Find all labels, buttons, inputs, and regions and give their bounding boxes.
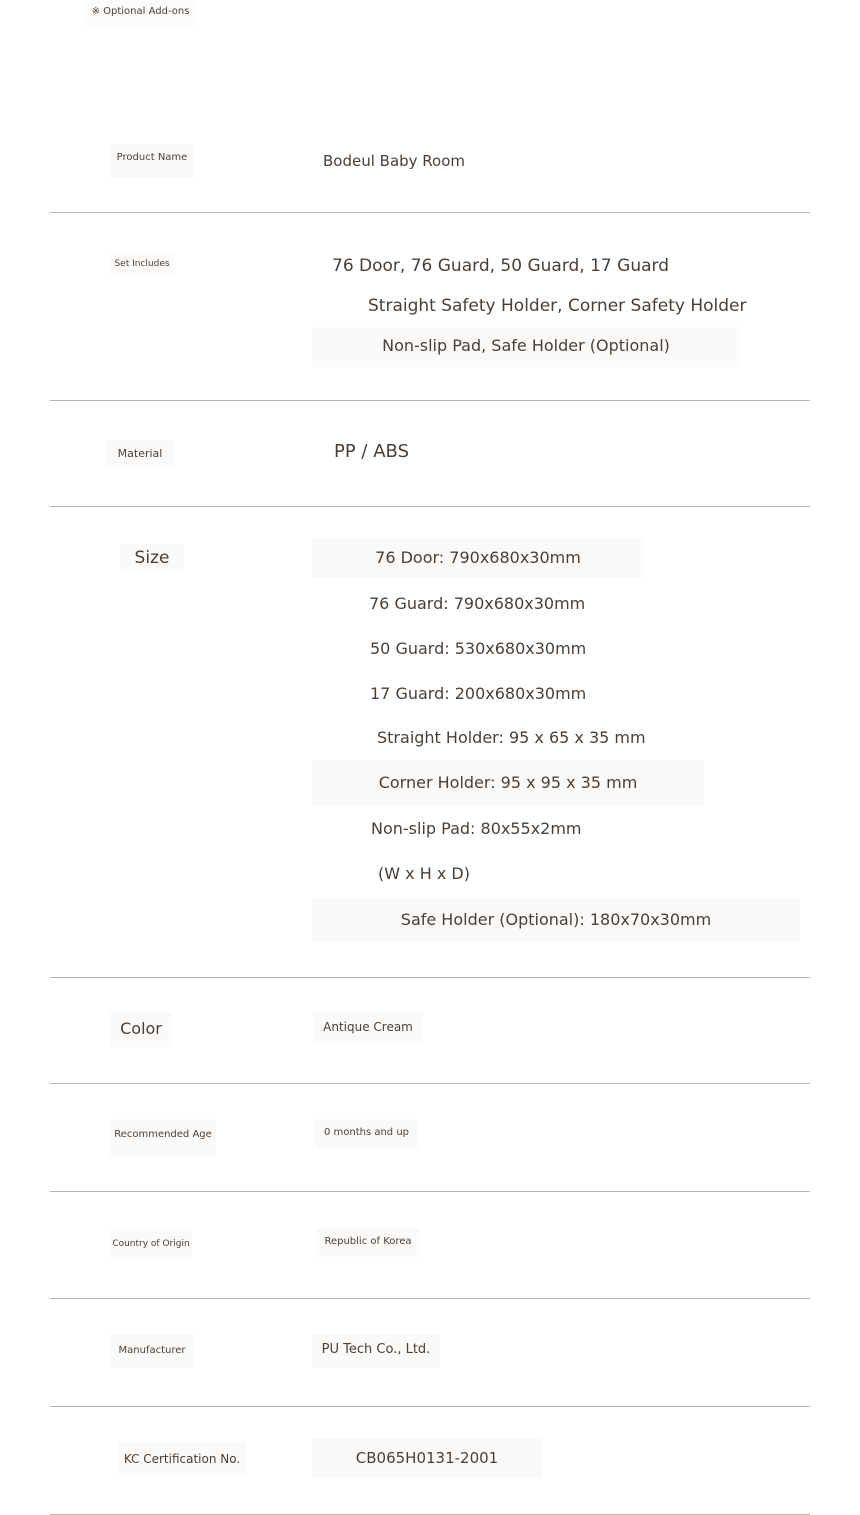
spec-label-color: Color [110, 1011, 172, 1047]
spec-label-product-name: Product Name [110, 144, 194, 178]
set-includes-line: 76 Door, 76 Guard, 50 Guard, 17 Guard [332, 256, 669, 276]
size-line: Non-slip Pad: 80x55x2mm [371, 819, 582, 838]
size-line: Safe Holder (Optional): 180x70x30mm [312, 898, 800, 942]
spec-row-recommended-age [50, 1083, 810, 1192]
spec-label-set-includes: Set Includes [110, 252, 174, 276]
size-line: Corner Holder: 95 x 95 x 35 mm [312, 760, 704, 806]
spec-row-manufacturer [50, 1298, 810, 1407]
spec-row-product-name [50, 106, 810, 213]
spec-row-kc-certification [50, 1406, 810, 1515]
size-line: 76 Door: 790x680x30mm [312, 538, 644, 578]
spec-row-set-includes [50, 212, 810, 401]
spec-label-manufacturer: Manufacturer [110, 1334, 194, 1368]
spec-value-material: PP / ABS [334, 441, 409, 462]
spec-value-recommended-age: 0 months and up [315, 1119, 418, 1149]
spec-value-product-name: Bodeul Baby Room [323, 152, 466, 170]
optional-addons-note: ※ Optional Add-ons [83, 0, 198, 26]
spec-value-country-of-origin: Republic of Korea [316, 1227, 420, 1257]
spec-label-recommended-age: Recommended Age [110, 1119, 216, 1157]
spec-label-size: Size [120, 544, 184, 572]
spec-label-material: Material [106, 440, 174, 468]
size-line: 50 Guard: 530x680x30mm [370, 639, 587, 658]
spec-value-kc-certification: CB065H0131-2001 [312, 1438, 542, 1478]
spec-label-country-of-origin: Country of Origin [110, 1229, 192, 1259]
size-line: 76 Guard: 790x680x30mm [369, 594, 586, 613]
spec-row-country-of-origin [50, 1191, 810, 1299]
set-includes-line: Non-slip Pad, Safe Holder (Optional) [312, 327, 740, 367]
spec-value-color: Antique Cream [313, 1011, 423, 1043]
spec-label-kc-certification: KC Certification No. [118, 1442, 246, 1476]
size-line: Straight Holder: 95 x 65 x 35 mm [377, 728, 646, 747]
spec-row-size [50, 506, 810, 978]
set-includes-line: Straight Safety Holder, Corner Safety Holder [368, 296, 747, 316]
spec-row-color [50, 977, 810, 1084]
spec-value-manufacturer: PU Tech Co., Ltd. [312, 1334, 440, 1368]
spec-row-material [50, 400, 810, 507]
size-line: 17 Guard: 200x680x30mm [370, 684, 587, 703]
size-line: (W x H x D) [378, 864, 470, 883]
